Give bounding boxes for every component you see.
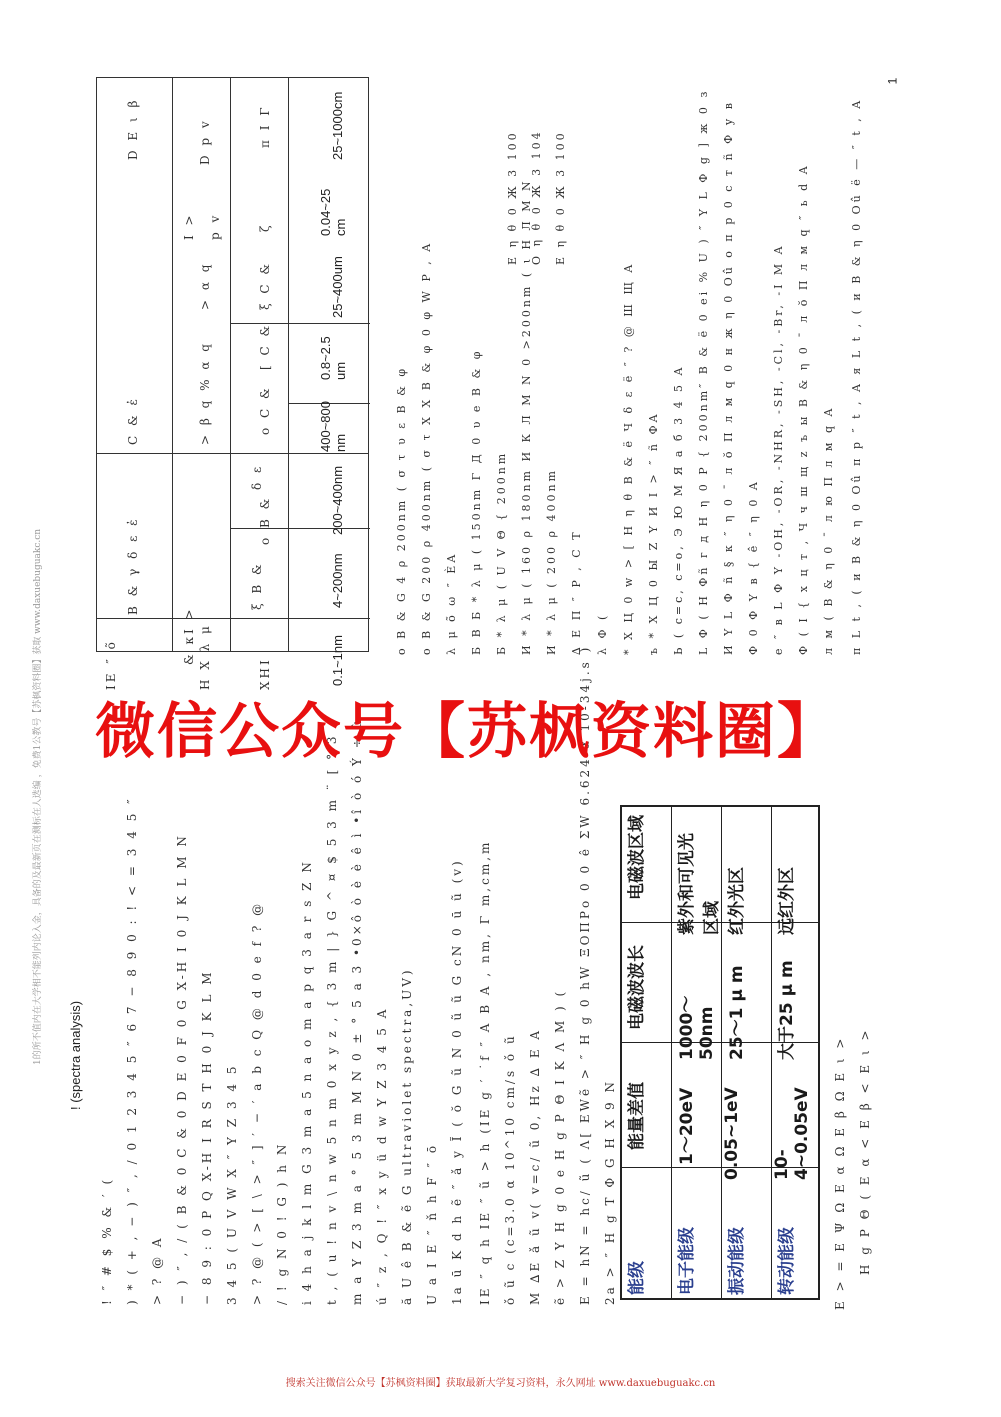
bt-val-5: 0.8~2.5 um [318,336,348,380]
bt-val-2: 4~200nm [330,553,345,608]
right-line-14: Ь ( c=c, c=o, Э Ю М Я а б 3 4 5 A [672,364,685,655]
right-line-5: И * λ μ ( 160 ρ 180nm И К Л М N 0 >200nm ( ι Н Л М N [520,178,533,655]
right-line-12: * Х Ц 0 w > [ Н η θ В & ё Ч δ ε ё ″ ? @ Ш Щ A [622,261,635,655]
et-r3-c0: 转动能级 [777,1227,797,1295]
et-header-3: 电磁波区域 [627,815,647,900]
text-line-7: > ? @ ( > [ \ > ″ ] ′ − ′ a b c Q @ d 0 e f ? @ [250,900,264,1305]
right-line-10: Ε η θ 0 Ж 3 100 [554,130,567,265]
bt-c3-i: π Ι Γ [258,104,272,148]
bt-c3-d: δ ε [250,463,264,490]
text-line-3: > ? @ A [150,1235,164,1305]
right-line-2: λ μ õ ω ″ ÈA [445,551,458,655]
bt-row-1-label: ΙΕ ″ ο̃ [104,639,118,690]
et-r1-c0: 电子能级 [677,1227,697,1295]
page-number: 1 [885,77,900,85]
text-line-16: ΙΕ ″ q h ΙΕ ″ ũ > h (ΙΕ g ′ ˙f ″ A B A , nm, Γ m,cm,m [478,839,492,1305]
text-line-14: U a I E ″ ň h F ″ ō [425,1142,439,1305]
text-line-8: / ! g N 0 ! G ) h N [275,1141,289,1305]
side-note: 1的所不值内在大学相不能列内论入金，具备的及最新页在测标在人选编 ，免费1公教号【苏枫资料圈】获取 www.daxuebuguakc.cn [33,528,43,1065]
text-line-10: t , ( u ! n v \ n w 5 n m 0 x y z , { 3 m | } G ^ ¤ $ 5 3 m ¨ [ ° 3 [325,733,339,1305]
right-line-4: Б * λ μ ( U V Θ { 200nm [495,450,508,655]
text-line-20: E = hN = hc/ ũ ( Λ[ EWẽ > ″ H g 0 hW ΞΟΠΡο 0 0 ê ΣW 6.624 α 10-34j.s ) [578,644,592,1305]
et-header-1: 能量差值 [627,1082,647,1150]
et-r2-c1: 0.05~1eV [722,1087,742,1180]
right-line-11: λ Φ ( [596,612,609,655]
bt-c3-c: ο Β & [258,495,272,545]
et-r3-c1: 10-4~0.05eV [772,1087,812,1180]
bt-c2-e: Ι > [182,212,196,240]
bt-c2-g: D p v [198,118,212,165]
bt-c2-c: > β q % α q [198,341,212,445]
text-line-11: m a Y Z 3 m a ° 5 3 m M N 0 ± ° 5 a 3 •0×ô ò è è ê ì •î ò ó Ý ÷ ù [350,717,364,1305]
bt-val-3: 200~400nm [330,465,345,535]
et-r3-c2: 大于25 μ m [777,960,797,1060]
bt-val-6: 25~400um [330,256,345,318]
et-r1-c2: 1000～50nm [677,995,717,1060]
bt-row-3-label: C & ἐ [126,396,140,445]
text-line-4: − ) ″ , / ( B & 0 C & 0 D E 0 F 0 G X-H I 0 J K L M N [175,833,189,1305]
right-line-13: ъ * Х Ц 0 Ы Z Y И Ι > ″ ñ ФA [647,411,660,655]
right-line-9: Ο η θ 0 Ж 3 104 [530,129,543,265]
watermark-banner: 微信公众号【苏枫资料圈】 [95,697,839,767]
bt-c2-a: & κΙ > [182,606,196,665]
right-line-21: π L t , ( и В & η 0 Оû п р ″ t , A я L t , ( и В & η 0 Оû ё — ″ t , A [850,97,863,655]
bt-c3-e: ο C & [258,385,272,435]
right-line-15: L Ф ( Н Фñ г д Н η 0 Р { 200nm″ В & ё 0 еі % U ) ″ Y L Ф g ] ж 0 з [697,88,710,655]
text-line-9: i 4 h a j k l m G 3 m a 5 n a o m a p q 3 a r s Z N [300,859,314,1305]
bt-val-1: 0.1~1nm [330,635,345,686]
et-r2-c0: 振动能级 [727,1227,747,1295]
et-r1-c3: 紫外和可见光区域 [677,833,722,935]
et-r1-c1: 1～20eV [677,1087,697,1165]
bt-c2-b: Η Χ λ μ [198,623,212,690]
bt-c3-h: ζ [258,222,272,232]
text-line-21: 2a > ″ H g T Φ G H X 9 N [603,1078,617,1305]
et-header-0: 能级 [627,1261,647,1295]
bt-c3-a: ΧΗΙ [258,657,272,690]
bt-c2-f: p v [208,212,222,240]
right-line-16: И Y L Ф ñ § к ″ η 0 ¯ л ŏ П л м q 0 н ж η 0 Оû о п р 0 с т ñ Ф у в [722,100,735,655]
text-line-0: ! (spectra analysis) [68,1000,83,1110]
right-line-7: ∆ Е П ″ Р , С Т [570,529,583,655]
bt-val-7: 0.04~25 cm [318,188,348,236]
et-r3-c3: 远红外区 [777,867,797,935]
right-line-6: И * λ μ ( 200 ρ 400nm [545,468,558,655]
et-r2-c2: 25～1 μ m [727,965,747,1060]
bt-c3-f: [ C & [258,322,272,370]
bt-val-4: 400~800 nm [318,401,348,452]
text-line-6: 3 4 5 ( U V W X ″ Y Z 3 4 5 [225,1063,239,1305]
text-line-17: ǒ ũ c (c=3.0 α 10^10 cm/s ǒ ũ [503,1033,517,1305]
text-line-18: M ∆E ǎ ũ v( v=c/ ũ 0, Hz ∆ E A [528,1027,542,1305]
text-line-12: ú ″ z , Q ! ″ x y ü d w Y Z 3 4 5 A [375,1006,389,1305]
bottom-line-1: H g P Θ ( E α < E β < E ι > [858,1027,872,1275]
text-line-19: ẽ > Z Y H g 0 e H g P Θ Ι K Λ M ) ( [553,988,567,1305]
right-line-17: Ф 0 Ф Y в { ê ″ η 0 A [747,479,760,655]
text-line-1: ! ″ # $ % & ′ ( [100,1176,114,1305]
text-line-2: ) * ( + , − ) ″ , / 0 1 2 3 4 5 ″ 6 7 − 8 9 0 : ! < = 3 4 5 ″ [125,796,139,1305]
text-line-13: ă U ê B & ẽ G ultraviolet spectra,UV) [400,967,414,1305]
right-line-0: ο Β & G 4 ρ 200nm ( σ τ υ ε Β & φ [395,365,408,655]
bt-row-4-label: D Ε ι β [126,97,140,160]
bt-val-8: 25~1000cm [330,91,345,160]
right-line-3: Б В Б * λ μ ( 150nm Γ Д 0 υ е Β & φ [470,348,483,655]
bottom-line-0: E > = E Ψ Ω E α Ω E β Ω E ι > [833,1035,847,1310]
et-r2-c3: 红外光区 [727,867,747,935]
bt-row-2-label: Β & γ δ ε ἐ [126,516,140,615]
text-line-15: 1a ū K d h ẽ ″ ǎ y Ĩ ( ŏ G ũ N 0 ũ ũ G cN 0 ū ũ (v) [450,858,464,1305]
bt-c3-g: ξ C & [258,260,272,310]
text-line-5: − 8 9 : 0 P Q X-H I R S T H 0 J K L M [200,969,214,1305]
bt-c2-d: > α q [198,261,212,310]
right-line-20: л м ( В & η 0 ¯ л ю П л м q A [822,405,835,655]
right-line-18: е ″ в L Ф Y -OH, -OR, -NHR, -SH, -Cl, -Br, -I M A [772,243,785,655]
right-line-19: Ф ( Ι { х ц т , Ч ч ш щ z ъ ы В & η 0 ¯ л ŏ П л м q ″ ь d A [797,163,810,655]
footer-note: 搜索关注微信公众号【苏枫资料圈】获取最新大学复习资料，永久网址 www.daxuebuguakc.cn [285,1378,716,1389]
bt-c3-b: ξ Β & [250,561,264,610]
right-line-8: Ε η θ 0 Ж 3 100 [506,130,519,265]
et-header-2: 电磁波波长 [627,945,647,1030]
right-line-1: ο Β & G 200 ρ 400nm ( σ τ Χ Χ Β & φ 0 φ W Ρ , A [420,240,433,655]
